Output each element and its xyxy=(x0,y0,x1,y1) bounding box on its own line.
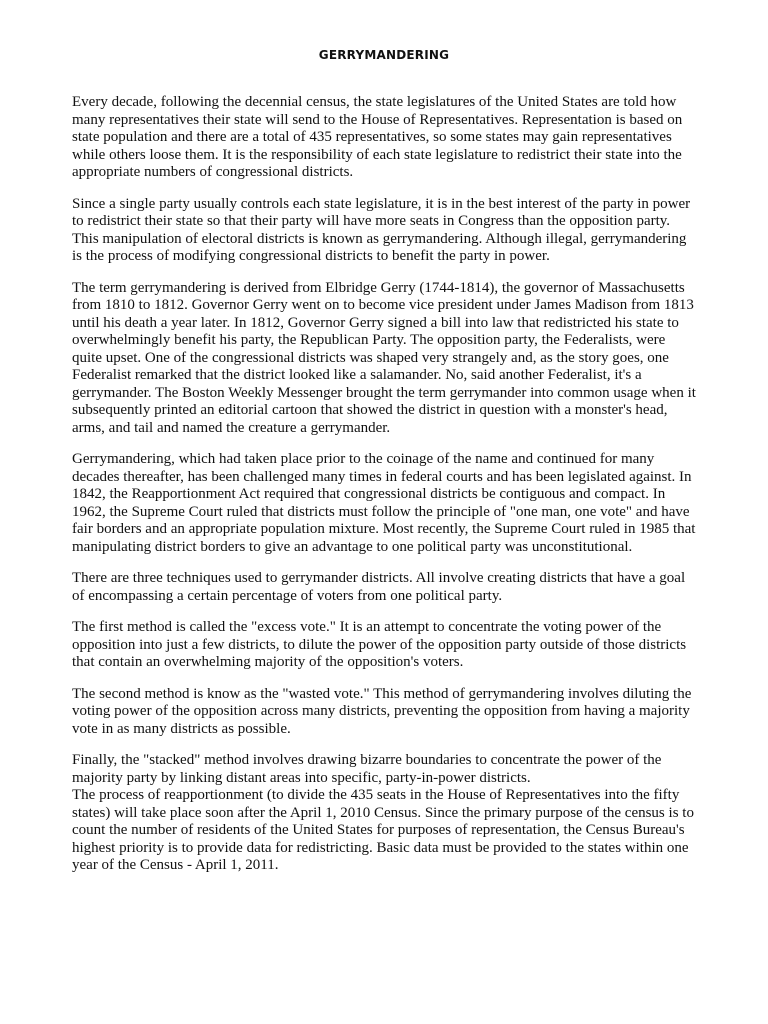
paragraph-6: The first method is called the "excess vote." It is an attempt to concentrate the voting power of the opposition into just a few districts, to dilute the power of the opposition party outside of those districts that contain an overwhelming majority of the opposition's voters. xyxy=(72,619,687,670)
document-body xyxy=(72,94,696,889)
document-title: GERRYMANDERING xyxy=(318,48,450,62)
paragraph-5: There are three techniques used to gerrymander districts. All involve creating districts that have a goal of encompassing a certain percentage of voters from one political party. xyxy=(72,570,686,604)
paragraph-7: The second method is know as the "wasted vote." This method of gerrymandering involves diluting the voting power of the opposition across many districts, preventing the opposition from having a majority vote in as many districts as possible. xyxy=(72,685,692,737)
paragraph-2: Since a single party usually controls each state legislature, it is in the best interest of the party in power to redistrict their state so that their party will have more seats in Congress than the opposition party. This manipulation of electoral districts is known as gerrymandering. Although illegal, gerrymandering is the process of modifying congressional districts to benefit the party in power. xyxy=(72,195,691,264)
paragraph-4: Gerrymandering, which had taken place prior to the coinage of the name and continued for many decades thereafter, has been challenged many times in federal courts and has been legislated against. In 1842, the Reapportionment Act required that congressional districts be contiguous and compact. In 1962, the Supreme Court ruled that districts must follow the principle of "one man, one vote" and have fair borders and an appropriate population mixture. Most recently, the Supreme Court ruled in 1985 that manipulating district borders to give an advantage to one political party was unconstitutional. xyxy=(72,451,696,555)
paragraph-8: Finally, the "stacked" method involves drawing bizarre boundaries to concentrate the power of the majority party by linking distant areas into specific, party-in-power districts. xyxy=(72,752,662,786)
paragraph-9: The process of reapportionment (to divide the 435 seats in the House of Representatives into the fifty states) will take place soon after the April 1, 2010 Census. Since the primary purpose of the census is to count the number of residents of the United States for purposes of representation, the Census Bureau's highest priority is to provide data for redistricting. Basic data must be provided to the states within one year of the Census - April 1, 2011. xyxy=(72,787,694,873)
paragraph-1: Every decade, following the decennial census, the state legislatures of the United States are told how many representatives their state will send to the House of Representatives. Representation is based on state population and there are a total of 435 representatives, so some states may gain representatives while others loose them. It is the responsibility of each state legislature to redistrict their state into the appropriate numbers of congressional districts. xyxy=(72,94,683,180)
paragraph-3: The term gerrymandering is derived from Elbridge Gerry (1744-1814), the governor of Massachusetts from 1810 to 1812. Governor Gerry went on to become vice president under James Madison from 1813 until his death a year later. In 1812, Governor Gerry signed a bill into law that redistricted his state to overwhelmingly benefit his party, the Republican Party. The opposition party, the Federalists, were quite upset. One of the congressional districts was shaped very strangely and, as the story goes, one Federalist remarked that the district looked like a salamander. No, said another Federalist, it's a gerrymander. The Boston Weekly Messenger brought the term gerrymander into common usage when it subsequently printed an editorial cartoon that showed the district in question with a monster's head, arms, and tail and named the creature a gerrymander. xyxy=(72,279,696,436)
